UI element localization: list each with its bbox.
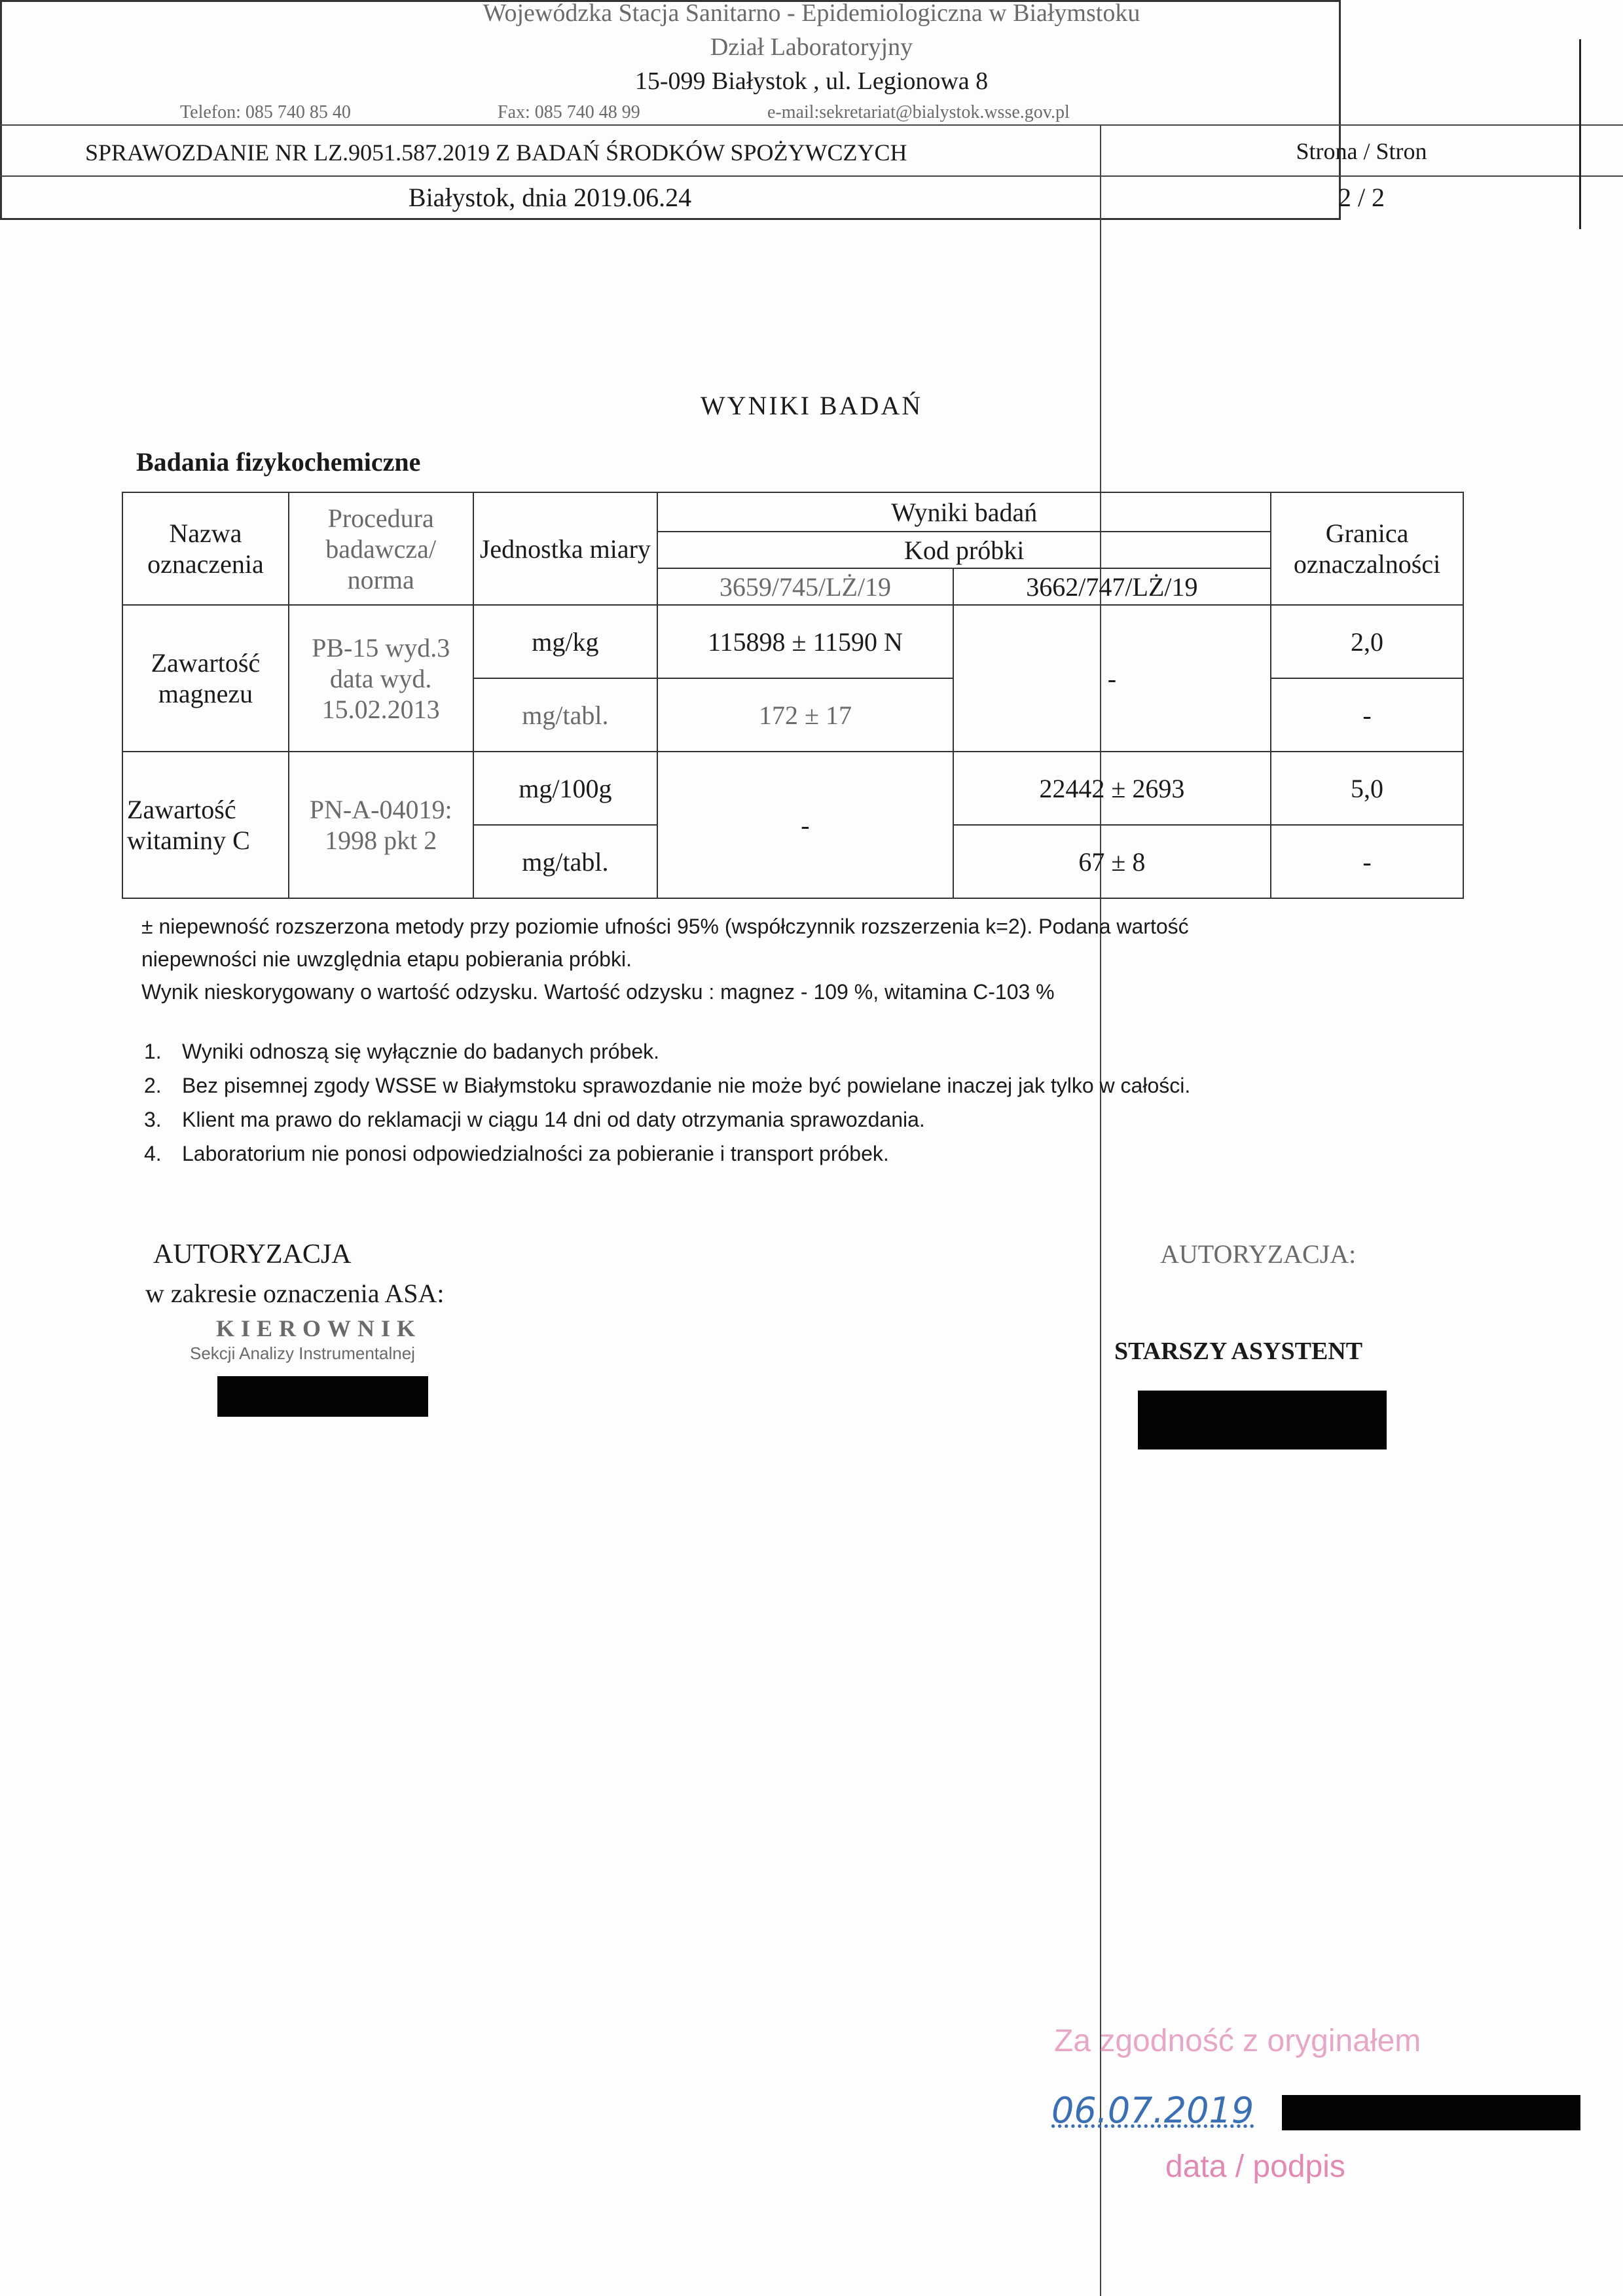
department-name: Dział Laboratoryjny — [710, 33, 913, 61]
redaction-certification-signature — [1282, 2095, 1580, 2130]
list-item: 3. Klient ma prawo do reklamacji w ciągu 14 dni od daty otrzymania sprawozdania. — [144, 1108, 925, 1131]
results-table — [122, 492, 1464, 899]
header-unit: Jednostka miary — [473, 492, 658, 605]
page-label: Strona / Stron — [1296, 138, 1427, 164]
report-date: Białystok, dnia 2019.06.24 — [408, 183, 692, 212]
certification-caption: data / podpis — [1165, 2149, 1345, 2184]
stamp-role: KIEROWNIK — [216, 1315, 422, 1341]
header-results: Wyniki badań — [657, 492, 1271, 532]
stamp-section: Sekcji Analizy Instrumentalnej — [190, 1343, 415, 1363]
header-sample-code: Kod próbki — [657, 532, 1271, 568]
list-item: 2. Bez pisemnej zgody WSSE w Białymstoku sprawozdanie nie może być powielane inaczej jak tylko w całości. — [144, 1074, 1191, 1097]
header-sample-2: 3662/747/LŻ/19 — [953, 568, 1271, 605]
header-procedure: Procedura badawcza/ norma — [289, 492, 473, 605]
note-line-2: niepewności nie uwzględnia etapu pobierania próbki. — [141, 947, 632, 971]
institution-name: Wojewódzka Stacja Sanitarno - Epidemiologiczna w Białymstoku — [483, 0, 1140, 27]
note-line-1: ± niepewność rozszerzona metody przy poziomie ufności 95% (współczynnik rozszerzenia k=2). Podana wartość — [141, 915, 1189, 938]
subsection-title: Badania fizykochemiczne — [136, 447, 421, 477]
list-item: 4. Laboratorium nie ponosi odpowiedzialności za pobieranie i transport próbek. — [144, 1142, 889, 1165]
scan-edge-line — [1579, 39, 1581, 229]
header-limit: Granica oznaczalności — [1271, 492, 1463, 605]
auth-right-role: STARSZY ASYSTENT — [1114, 1338, 1363, 1365]
row-vitamin-c-unit-1: mg/100g — [473, 752, 658, 825]
row-vitamin-c-procedure: PN-A-04019: 1998 pkt 2 — [289, 752, 473, 898]
report-title: SPRAWOZDANIE NR LZ.9051.587.2019 Z BADAŃ ŚRODKÓW SPOŻYWCZYCH — [85, 139, 907, 166]
phone-number: Telefon: 085 740 85 40 — [180, 102, 351, 122]
row-magnesium-name: Zawartość magnezu — [122, 605, 289, 752]
row-magnesium-sample2: - — [953, 605, 1271, 752]
row-vitamin-c-sample1: - — [657, 752, 953, 898]
header-divider — [0, 124, 1623, 126]
uncertainty-notes — [141, 910, 1425, 1008]
table-row — [122, 605, 1463, 678]
row-magnesium-procedure: PB-15 wyd.3 data wyd. 15.02.2013 — [289, 605, 473, 752]
section-title: WYNIKI BADAŃ — [700, 391, 923, 420]
disclaimer-list — [144, 1034, 1190, 1171]
row-magnesium-limit-1: 2,0 — [1271, 605, 1463, 678]
row-vitamin-c-sample2-value-1: 22442 ± 2693 — [953, 752, 1271, 825]
row-magnesium-limit-2: - — [1271, 678, 1463, 752]
row-magnesium-unit-1: mg/kg — [473, 605, 658, 678]
list-item: 1. Wyniki odnoszą się wyłącznie do badanych próbek. — [144, 1040, 659, 1063]
table-row — [122, 752, 1463, 825]
header-column-divider — [1100, 124, 1101, 2296]
report-header — [0, 0, 1427, 220]
email-address: e-mail:sekretariat@bialystok.wsse.gov.pl — [767, 102, 1070, 122]
note-line-3: Wynik nieskorygowany o wartość odzysku. Wartość odzysku : magnez - 109 %, witamina C-103 % — [141, 980, 1055, 1004]
row-magnesium-sample1-value-1: 115898 ± 11590 N — [657, 605, 953, 678]
redaction-right-signature — [1138, 1391, 1387, 1449]
auth-right-title: AUTORYZACJA: — [1160, 1239, 1357, 1269]
row-vitamin-c-sample2-value-2: 67 ± 8 — [953, 825, 1271, 898]
auth-left-title: AUTORYZACJA — [153, 1239, 352, 1269]
row-vitamin-c-limit-2: - — [1271, 825, 1463, 898]
header-divider-2 — [0, 175, 1623, 177]
certification-stamp: Za zgodność z oryginałem — [1054, 2024, 1421, 2058]
header-name: Nazwa oznaczenia — [122, 492, 289, 605]
row-vitamin-c-limit-1: 5,0 — [1271, 752, 1463, 825]
institution-address: 15-099 Białystok , ul. Legionowa 8 — [634, 67, 989, 95]
redaction-left-signature — [217, 1376, 428, 1417]
auth-left-scope: w zakresie oznaczenia ASA: — [145, 1279, 445, 1308]
row-vitamin-c-name: Zawartość witaminy C — [122, 752, 289, 898]
page-number: 2 / 2 — [1338, 183, 1385, 212]
header-sample-1: 3659/745/LŻ/19 — [657, 568, 953, 605]
row-magnesium-sample1-value-2: 172 ± 17 — [657, 678, 953, 752]
certification-date: 06.07.2019 — [1051, 2090, 1254, 2131]
row-vitamin-c-unit-2: mg/tabl. — [473, 825, 658, 898]
row-magnesium-unit-2: mg/tabl. — [473, 678, 658, 752]
fax-number: Fax: 085 740 48 99 — [498, 102, 640, 122]
